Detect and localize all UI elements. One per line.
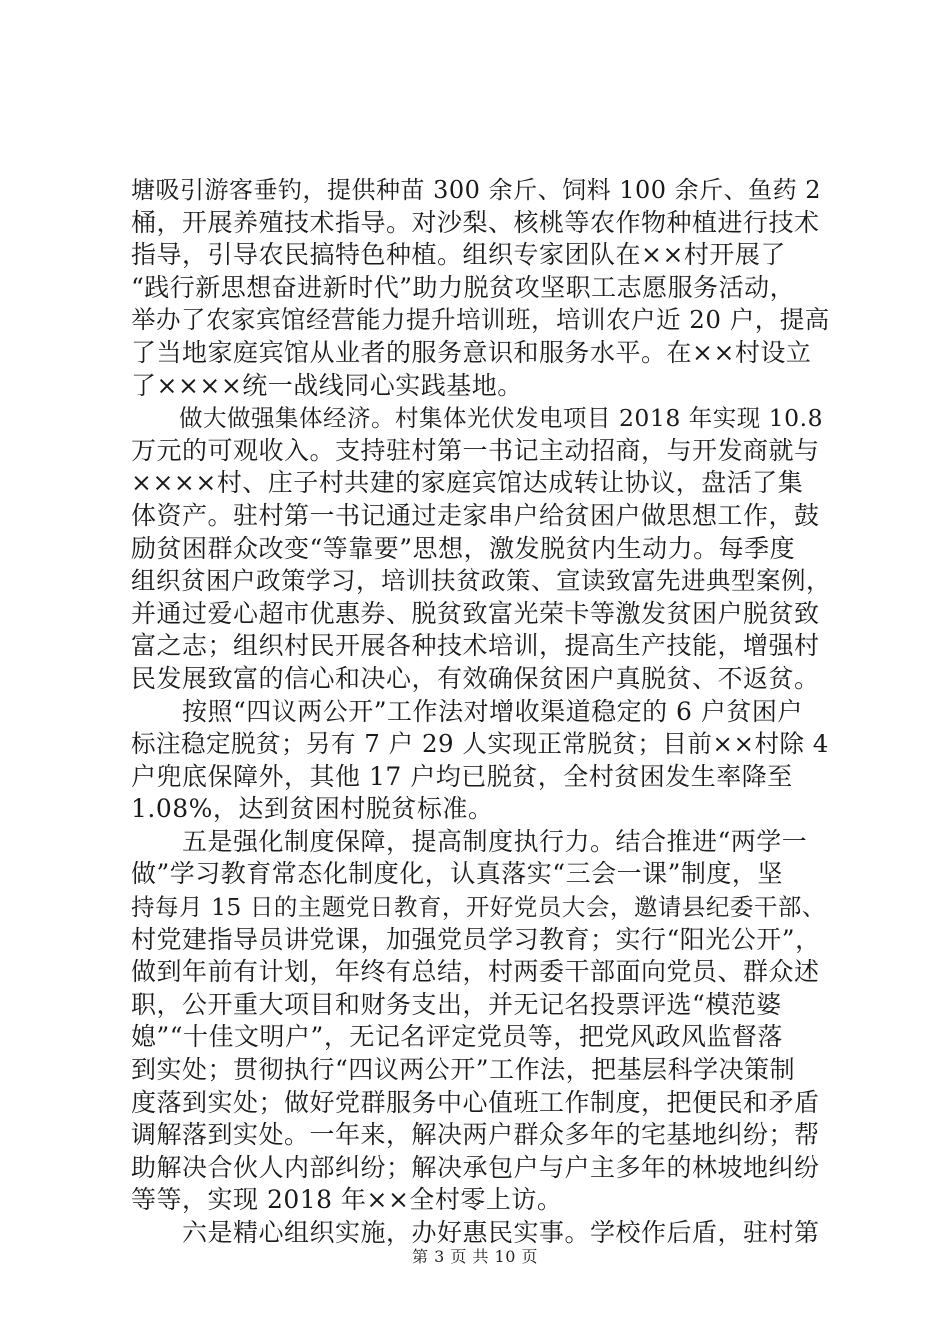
- text-line: 媳”“十佳文明户”，无记名评定党员等，把党风政风监督落: [131, 1022, 783, 1052]
- text-line: 富之志；组织村民开展各种技术培训，提高生产技能，增强村: [131, 631, 820, 661]
- text-line: 万元的可观收入。支持驻村第一书记主动招商，与开发商就与: [131, 435, 820, 465]
- text-line: 六是精心组织实施，办好惠民实事。学校作后盾，驻村第: [131, 1218, 820, 1247]
- page-footer: 第 3 页 共 10 页: [412, 1247, 538, 1266]
- text-line: 并通过爱心超市优惠券、脱贫致富光荣卡等激发贫困户脱贫致: [131, 598, 820, 628]
- text-line: 村党建指导员讲党课，加强党员学习教育；实行“阳光公开”，: [131, 924, 821, 954]
- text-line: 了当地家庭宾馆从业者的服务意识和服务水平。在××村设立: [131, 337, 812, 367]
- text-line: 标注稳定脱贫；另有 7 户 29 人实现正常脱贫；目前××村除 4: [131, 729, 829, 759]
- text-line: 了××××统一战线同心实践基地。: [131, 370, 523, 400]
- document-body: [131, 174, 831, 1250]
- text-line: 做大做强集体经济。村集体光伏发电项目 2018 年实现 10.8: [131, 404, 824, 433]
- text-line: 助解决合伙人内部纠纷；解决承包户与户主多年的林坡地纠纷: [131, 1152, 820, 1182]
- text-line: 指导，引导农民搞特色种植。组织专家团队在××村开展了: [131, 240, 786, 270]
- text-line: 做”学习教育常态化制度化，认真落实“三会一课”制度，坚: [131, 859, 783, 889]
- text-line: 体资产。驻村第一书记通过走家串户给贫困户做思想工作，鼓: [131, 500, 820, 530]
- text-line: 按照“四议两公开”工作法对增收渠道稳定的 6 户贫困户: [131, 696, 803, 726]
- text-line: 户兜底保障外，其他 17 户均已脱贫，全村贫困发生率降至: [131, 761, 793, 791]
- text-line: 五是强化制度保障，提高制度执行力。结合推进“两学一: [131, 826, 808, 856]
- text-line: 度落到实处；做好党群服务中心值班工作制度，把便民和矛盾: [131, 1087, 820, 1117]
- text-line: 民发展致富的信心和决心，有效确保贫困户真脱贫、不返贫。: [131, 663, 820, 693]
- text-line: 举办了农家宾馆经营能力提升培训班，培训农户近 20 户，提高: [131, 305, 830, 335]
- text-line: 1.08%，达到贫困村脱贫标准。: [131, 794, 494, 824]
- text-line: 塘吸引游客垂钓，提供种苗 300 余斤、饲料 100 余斤、鱼药 2: [131, 176, 822, 204]
- text-line: 做到年前有计划，年终有总结，村两委干部面向党员、群众述: [131, 957, 820, 987]
- text-line: “践行新思想奋进新时代”助力脱贫攻坚职工志愿服务活动，: [131, 272, 796, 302]
- text-line: 等等，实现 2018 年××全村零上访。: [131, 1185, 563, 1215]
- text-line: 到实处；贯彻执行“四议两公开”工作法，把基层科学决策制: [131, 1055, 796, 1085]
- text-line: 持每月 15 日的主题党日教育，开好党员大会，邀请县纪委干部、: [131, 893, 826, 922]
- text-line: 桶，开展养殖技术指导。对沙梨、核桃等农作物种植进行技术: [131, 207, 820, 237]
- text-line: 励贫困群众改变“等靠要”思想，激发脱贫内生动力。每季度: [131, 533, 796, 563]
- text-line: 组织贫困户政策学习，培训扶贫政策、宣读致富先进典型案例，: [131, 566, 831, 596]
- text-line: 调解落到实处。一年来，解决两户群众多年的宅基地纠纷；帮: [131, 1120, 820, 1150]
- text-line: ××××村、庄子村共建的家庭宾馆达成转让协议，盘活了集: [131, 468, 804, 498]
- text-line: 职，公开重大项目和财务支出，并无记名投票评选“模范婆: [131, 989, 782, 1019]
